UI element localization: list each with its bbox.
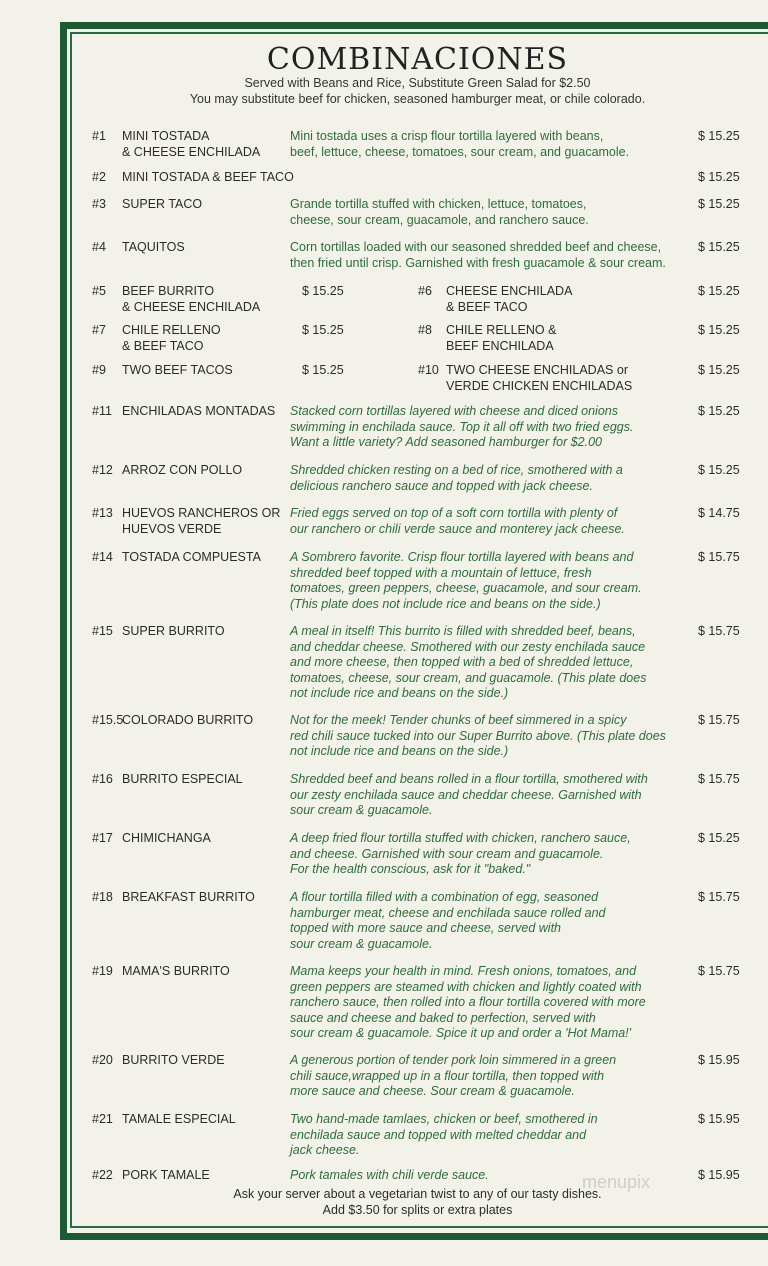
item-name: CHEESE ENCHILADA & BEEF TACO [446,284,573,314]
item-number: #13 [92,506,113,520]
footer-note-vegetarian: Ask your server about a vegetarian twist to any of our tasty dishes. [233,1187,602,1201]
item-description: Fried eggs served on top of a soft corn tortilla with plenty of our ranchero or chili verde sauce and monterey jack cheese. [290,506,625,536]
footer-note-splits: Add $3.50 for splits or extra plates [322,1203,513,1217]
item-description: Mama keeps your health in mind. Fresh onions, tomatoes, and green peppers are steamed with chicken and lightly coated with ranchero sauce, then rolled into a flour tortilla covered with more sauce and cheese and baked to perfection, served with sour cream & guacamole. Spice it up and order a 'Hot Mama!' [290,964,646,1040]
item-number: #18 [92,890,113,904]
item-price: $ 15.25 [698,284,740,298]
item-number: #5 [92,284,106,298]
item-number: #11 [92,404,112,418]
item-number: #14 [92,550,113,564]
item-name: TWO BEEF TACOS [122,363,233,377]
item-description: Two hand-made tamlaes, chicken or beef, smothered in enchilada sauce and topped with melted cheddar and jack cheese. [290,1112,598,1157]
item-number: #15.5 [92,713,124,727]
item-number: #17 [92,831,113,845]
item-description: Not for the meek! Tender chunks of beef simmered in a spicy red chili sauce tucked into our Super Burrito above. (This plate does not include rice and beans on the side.) [290,713,666,758]
item-price: $ 15.25 [302,323,344,337]
item-name: CHILE RELLENO & BEEF ENCHILADA [446,323,557,353]
item-price: $ 15.25 [698,463,740,477]
item-price: $ 15.25 [698,240,740,254]
item-price: $ 15.25 [698,129,740,143]
watermark-logo: menupix [582,1172,651,1192]
item-description: A deep fried flour tortilla stuffed with chicken, ranchero sauce, and cheese. Garnished with sour cream and guacamole. For the health conscious, ask for it "baked." [290,831,631,876]
item-number: #2 [92,170,106,184]
item-number: #1 [92,129,106,143]
item-price: $ 15.75 [698,550,740,564]
item-price: $ 15.75 [698,964,740,978]
item-price: $ 15.25 [698,170,740,184]
item-number: #22 [92,1168,113,1182]
item-price: $ 15.25 [698,323,740,337]
item-description: Shredded beef and beans rolled in a flour tortilla, smothered with our zesty enchilada sauce and cheddar cheese. Garnished with sour cream & guacamole. [290,772,648,817]
item-name: TOSTADA COMPUESTA [122,550,261,564]
item-price: $ 15.75 [698,713,740,727]
item-description: Grande tortilla stuffed with chicken, lettuce, tomatoes, cheese, sour cream, guacamole, and ranchero sauce. [290,197,589,227]
item-name: SUPER TACO [122,197,203,211]
item-number: #7 [92,323,106,337]
item-price: $ 15.25 [698,831,740,845]
menu-title: COMBINACIONES [266,42,569,77]
item-name: BREAKFAST BURRITO [122,890,255,904]
item-description: A Sombrero favorite. Crisp flour tortilla layered with beans and shredded beef topped with a mountain of lettuce, fresh tomatoes, green peppers, cheese, guacamole, and sour cream. (This plate does not include rice and beans on the side.) [290,550,642,611]
menu-subtitle-2: You may substitute beef for chicken, seasoned hamburger meat, or chile colorado. [189,92,646,106]
item-price: $ 15.75 [698,624,740,638]
item-name: HUEVOS RANCHEROS OR HUEVOS VERDE [122,506,281,536]
item-price: $ 15.95 [698,1112,740,1126]
item-name: TWO CHEESE ENCHILADAS or VERDE CHICKEN ENCHILADAS [446,363,633,393]
item-description: Stacked corn tortillas layered with cheese and diced onions swimming in enchilada sauce. Top it all off with two fried eggs. Want a little variety? Add seasoned hamburger for $2.00 [290,404,634,449]
item-name: MINI TOSTADA & CHEESE ENCHILADA [122,129,261,159]
item-description: Corn tortillas loaded with our seasoned shredded beef and cheese, then fried until crisp. Garnished with fresh guacamole & sour cream. [290,240,666,270]
item-price: $ 15.25 [302,284,344,298]
item-description: Pork tamales with chili verde sauce. [290,1168,489,1182]
item-price: $ 15.75 [698,890,740,904]
item-price: $ 14.75 [698,506,740,520]
menu-subtitle-1: Served with Beans and Rice, Substitute Green Salad for $2.50 [244,76,591,90]
item-name: BEEF BURRITO & CHEESE ENCHILADA [122,284,261,314]
item-description: Shredded chicken resting on a bed of rice, smothered with a delicious ranchero sauce and topped with jack cheese. [290,463,623,493]
item-number: #19 [92,964,113,978]
item-number: #21 [92,1112,113,1126]
item-price: $ 15.95 [698,1053,740,1067]
item-number: #4 [92,240,106,254]
item-number: #16 [92,772,113,786]
item-number: #15 [92,624,113,638]
item-price: $ 15.25 [698,197,740,211]
item-name: CHILE RELLENO & BEEF TACO [122,323,221,353]
item-name: BURRITO VERDE [122,1053,225,1067]
item-number: #8 [418,323,432,337]
item-name: MINI TOSTADA & BEEF TACO [122,170,294,184]
item-name: PORK TAMALE [122,1168,210,1182]
item-name: CHIMICHANGA [122,831,211,845]
item-price: $ 15.25 [698,363,740,377]
item-description: A generous portion of tender pork loin simmered in a green chili sauce,wrapped up in a flour tortilla, then topped with more sauce and cheese. Sour cream & guacamole. [290,1053,617,1098]
item-number: #12 [92,463,113,477]
item-number: #9 [92,363,106,377]
item-price: $ 15.75 [698,772,740,786]
item-name: SUPER BURRITO [122,624,225,638]
item-name: TAMALE ESPECIAL [122,1112,236,1126]
item-name: ARROZ CON POLLO [122,463,243,477]
item-number: #20 [92,1053,113,1067]
item-price: $ 15.25 [302,363,344,377]
item-description: Mini tostada uses a crisp flour tortilla layered with beans, beef, lettuce, cheese, tomatoes, sour cream, and guacamole. [290,129,630,159]
item-price: $ 15.95 [698,1168,740,1182]
item-number: #6 [418,284,432,298]
item-number: #10 [418,363,439,377]
item-description: A meal in itself! This burrito is filled with shredded beef, beans, and cheddar cheese. Smothered with our zesty enchilada sauce and more cheese, then topped with a bed of shredded lettuce, tomatoes, cheese, sour cream, and guacamole. (This plate does not include rice and beans on the side.) [290,624,647,700]
item-number: #3 [92,197,106,211]
item-price: $ 15.25 [698,404,740,418]
item-name: ENCHILADAS MONTADAS [122,404,276,418]
item-name: COLORADO BURRITO [122,713,254,727]
item-name: TAQUITOS [122,240,185,254]
item-description: A flour tortilla filled with a combination of egg, seasoned hamburger meat, cheese and enchilada sauce rolled and topped with more sauce and cheese, served with sour cream & guacamole. [290,890,606,951]
item-name: MAMA'S BURRITO [122,964,230,978]
item-name: BURRITO ESPECIAL [122,772,243,786]
